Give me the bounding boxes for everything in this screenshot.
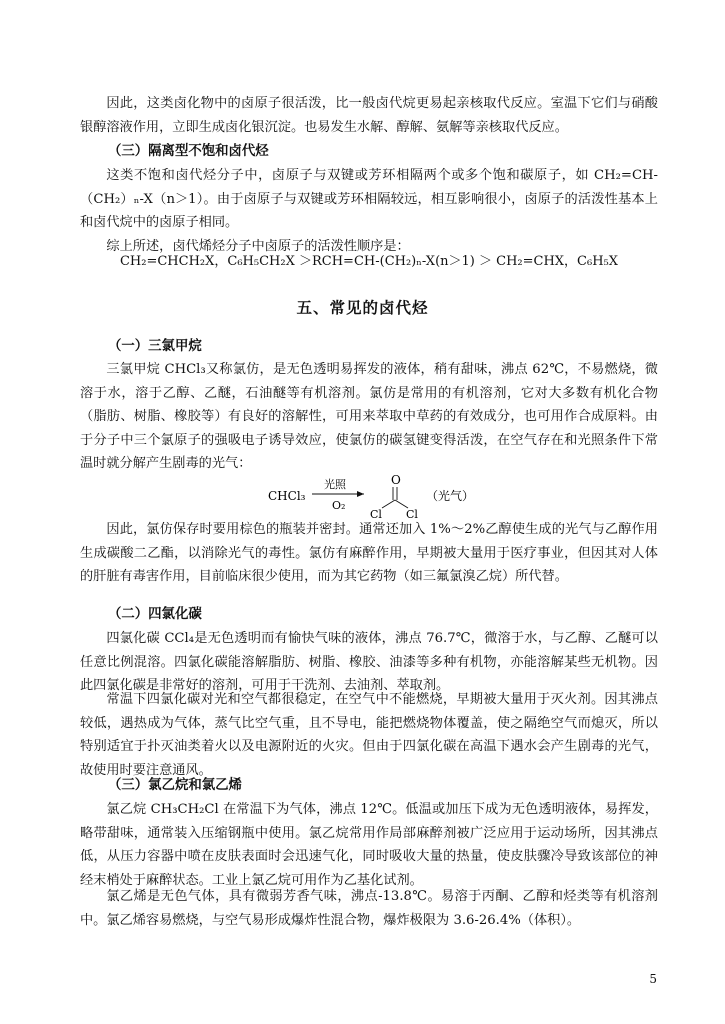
paragraph-chloroethane xyxy=(80,798,658,892)
subheading-text: （三）氯乙烷和氯乙烯 xyxy=(108,778,242,793)
arrow-head xyxy=(357,491,364,497)
chlorine-right: Cl xyxy=(406,508,418,520)
paragraph-vinyl-chloride xyxy=(80,885,658,932)
paragraph-text: 这类不饱和卤代烃分子中，卤原子与双键或芳环相隔两个或多个饱和碳原子，如 CH₂=CH-（CH₂）ₙ-X（n＞1）。由于卤原子与双键或芳环相隔较远，相互影响很小，卤原子的活泼性基本上和卤代烷中的卤原子相同。 xyxy=(80,168,658,231)
paragraph-chloroform-1 xyxy=(80,358,658,476)
phosgene-reaction-scheme xyxy=(260,472,500,520)
subheading-text: （三）隔离型不饱和卤代烃 xyxy=(108,144,269,159)
subheading-chloroethane xyxy=(80,774,658,798)
subheading-chloroform xyxy=(80,335,658,359)
paragraph-ccl4-2 xyxy=(80,688,658,782)
chlorine-left: Cl xyxy=(370,508,382,520)
paragraph-text: 四氯化碳 CCl₄是无色透明而有愉快气味的液体，沸点 76.7℃，微溶于水，与乙醇、乙醚可以任意比例混溶。四氯化碳能溶解脂肪、树脂、橡胶、油漆等多种有机物，亦能溶解某些无机物。因此四氯化碳是非常好的溶剂，可用于干洗剂、去油剂、萃取剂。 xyxy=(80,631,658,694)
subheading-isolated xyxy=(80,140,658,164)
paragraph-text: 常温下四氯化碳对光和空气都很稳定，在空气中不能燃烧，早期被大量用于灭火剂。因其沸点较低，遇热成为气体，蒸气比空气重，且不导电，能把燃烧物体覆盖，使之隔绝空气而熄灭，所以特别适宜于扑灭油类着火以及电源附近的火灾。但由于四氯化碳在高温下遇水会产生剧毒的光气，故使用时要注意通风。 xyxy=(80,692,658,778)
paragraph-text: 综上所述，卤代烯烃分子中卤原子的活泼性顺序是： xyxy=(106,239,410,254)
reactivity-order-formula: CH₂=CHCH₂X，C₆H₅CH₂X ＞RCH=CH-(CH₂)ₙ-X(n＞1) ＞ CH₂=CHX，C₆H₅X xyxy=(119,254,619,269)
paragraph-reactivity xyxy=(80,92,658,139)
product-name: （光气） xyxy=(426,489,475,503)
section-title: 五、常见的卤代烃 xyxy=(296,299,429,317)
subheading-text: （一）三氯甲烷 xyxy=(108,339,202,354)
reactant-label: CHCl₃ xyxy=(268,489,306,503)
paragraph-chloroform-2 xyxy=(80,518,658,589)
bond-right xyxy=(395,500,408,508)
paragraph-text: 氯乙烷 CH₃CH₂Cl 在常温下为气体，沸点 12℃。低温或加压下成为无色透明液体，易挥发，略带甜味，通常装入压缩钢瓶中使用。氯乙烷常用作局部麻醉剂被广泛应用于运动场所，因其沸点低，从压力容器中喷在皮肤表面时会迅速气化，同时吸收大量的热量，使皮肤骤冷导致该部位的神经末梢处于麻醉状态。工业上氯乙烷可用作为乙基化试剂。 xyxy=(80,802,658,888)
subheading-text: （二）四氯化碳 xyxy=(108,607,202,622)
oxygen-atom: O xyxy=(391,473,401,487)
subheading-ccl4 xyxy=(80,603,658,627)
paragraph-text: 因此，氯仿保存时要用棕色的瓶装并密封。通常还加入 1%～2%乙醇使生成的光气与乙醇作用生成碳酸二乙酯，以消除光气的毒性。氯仿有麻醉作用，早期被大量用于医疗事业，但因其对人体的肝脏有毒害作用，目前临床很少使用，而为其它药物（如三氟氯溴乙烷）所代替。 xyxy=(80,522,658,585)
paragraph-isolated xyxy=(80,164,658,235)
page-number: 5 xyxy=(649,972,657,986)
paragraph-text: 因此，这类卤化物中的卤原子很活泼，比一般卤代烷更易起亲核取代反应。室温下它们与硝酸银醇溶液作用，立即生成卤化银沉淀。也易发生水解、醇解、氨解等亲核取代反应。 xyxy=(80,96,658,135)
condition-below: O₂ xyxy=(332,499,346,512)
paragraph-text: 氯乙烯是无色气体，具有微弱芳香气味，沸点-13.8℃。易溶于丙酮、乙醇和烃类等有机溶剂中。氯乙烯容易燃烧，与空气易形成爆炸性混合物，爆炸极限为 3.6-26.4%（体积）。 xyxy=(80,889,658,928)
paragraph-text: 三氯甲烷 CHCl₃又称氯仿，是无色透明易挥发的液体，稍有甜味，沸点 62℃，不易燃烧，微溶于水，溶于乙醇、乙醚，石油醚等有机溶剂。氯仿是常用的有机溶剂，它对大多数有机化合物（脂肪、树脂、橡胶等）有良好的溶解性，可用来萃取中草药的有效成分，也可用作合成原料。由于分子中三个氯原子的强吸电子诱导效应，使氯仿的碳氢键变得活泼，在空气存在和光照条件下常温时就分解产生剧毒的光气： xyxy=(80,362,658,472)
bond-left xyxy=(382,500,395,508)
condition-above: 光照 xyxy=(324,478,346,491)
